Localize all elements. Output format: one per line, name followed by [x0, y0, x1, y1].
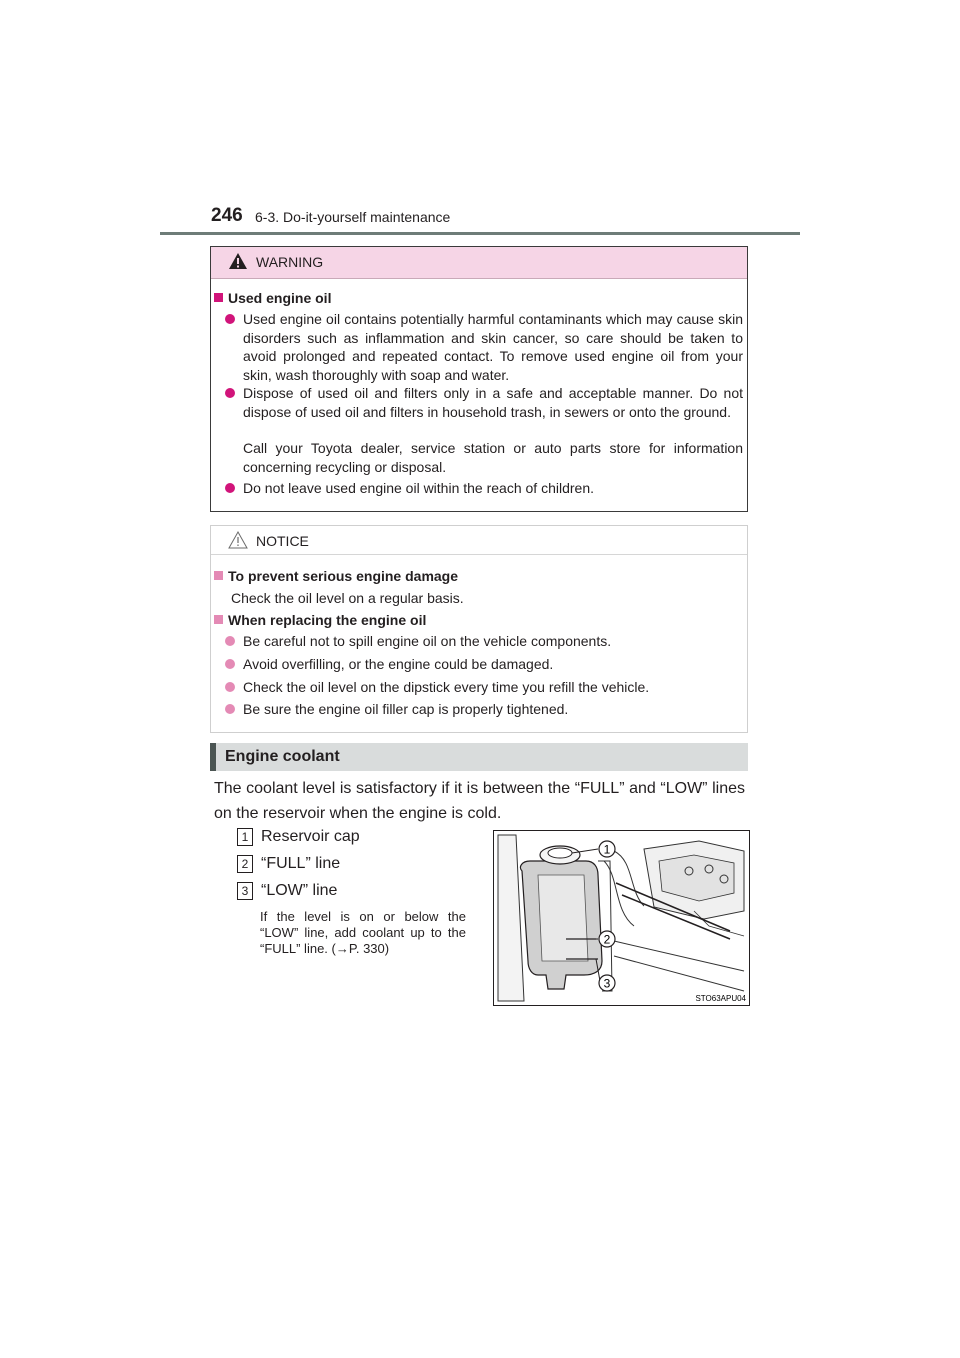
- notice-heading: When replacing the engine oil: [214, 612, 426, 628]
- callout-number: 1: [237, 828, 253, 846]
- warning-bullet-text: Used engine oil contains potentially harmful contaminants which may cause skin disorders such as inflammation and skin cancer, so care should be taken to avoid prolonged and repeated contact. To remove used engine oil from your skin, wash thoroughly with soap and water.: [243, 311, 743, 383]
- coolant-paragraph: The coolant level is satisfactory if it is between the “FULL” and “LOW” lines on the reservoir when the engine is cold.: [214, 780, 745, 822]
- square-bullet-icon: [214, 615, 223, 624]
- round-bullet-icon: [225, 388, 235, 398]
- callout-note: If the level is on or below the “LOW” line, add coolant up to the “FULL” line. (→P. 330): [260, 909, 466, 956]
- header-rule: [160, 232, 800, 235]
- engine-bay-drawing: [494, 831, 749, 1005]
- caution-triangle-icon: [228, 531, 248, 549]
- warning-bullet-text: Call your Toyota dealer, service station or auto parts store for information concerning recycling or disposal.: [243, 440, 743, 475]
- page-number: 246: [211, 205, 243, 226]
- round-bullet-icon: [225, 483, 235, 493]
- callout-label: “FULL” line: [261, 855, 341, 872]
- round-bullet-icon: [225, 636, 235, 646]
- round-bullet-icon: [225, 659, 235, 669]
- section-title: 6-3. Do-it-yourself maintenance: [255, 209, 451, 225]
- notice-bullet: [225, 700, 743, 719]
- figure-code: STO63APU04: [695, 994, 746, 1003]
- section-heading: Engine coolant: [225, 748, 340, 765]
- figure-marker-label: 3: [603, 976, 611, 991]
- callout-number: 2: [237, 855, 253, 873]
- figure-marker-label: 1: [603, 842, 611, 857]
- warning-bullet: [225, 479, 743, 498]
- notice-bullet-text: Be careful not to spill engine oil on the vehicle components.: [243, 633, 612, 649]
- square-bullet-icon: [214, 571, 223, 580]
- notice-bullet: [225, 632, 743, 651]
- warning-heading: Used engine oil: [214, 290, 331, 306]
- round-bullet-icon: [225, 314, 235, 324]
- warning-bullet: [225, 310, 743, 384]
- warning-bullet-text: Dispose of used oil and filters only in a safe and acceptable manner. Do not dispose of used oil and filters in household trash, in sewers or onto the ground.: [243, 385, 743, 420]
- notice-bullet: [225, 678, 743, 697]
- figure-marker-label: 2: [603, 932, 611, 947]
- callout-number: 3: [237, 882, 253, 900]
- callout-label: “LOW” line: [261, 882, 338, 899]
- notice-bullet: [225, 655, 743, 674]
- warning-bullet-continued: [225, 439, 743, 476]
- warning-title: WARNING: [256, 254, 324, 270]
- square-bullet-icon: [214, 293, 223, 302]
- warning-header: [211, 247, 747, 279]
- notice-bullet-text: Check the oil level on the dipstick every time you refill the vehicle.: [243, 679, 650, 695]
- notice-bullet-text: Avoid overfilling, or the engine could be damaged.: [243, 656, 554, 672]
- notice-title: NOTICE: [256, 533, 309, 549]
- notice-text: Check the oil level on a regular basis.: [231, 590, 464, 606]
- section-heading-accent: [210, 743, 216, 771]
- coolant-reservoir-illustration: [493, 830, 750, 1006]
- warning-triangle-icon: [228, 252, 248, 270]
- notice-header: [211, 526, 747, 555]
- warning-bullet: [225, 384, 743, 421]
- round-bullet-icon: [225, 682, 235, 692]
- warning-bullet-text: Do not leave used engine oil within the reach of children.: [243, 480, 594, 496]
- notice-heading: To prevent serious engine damage: [214, 568, 458, 584]
- callout-label: Reservoir cap: [261, 828, 360, 845]
- round-bullet-icon: [225, 704, 235, 714]
- notice-bullet-text: Be sure the engine oil filler cap is properly tightened.: [243, 701, 569, 717]
